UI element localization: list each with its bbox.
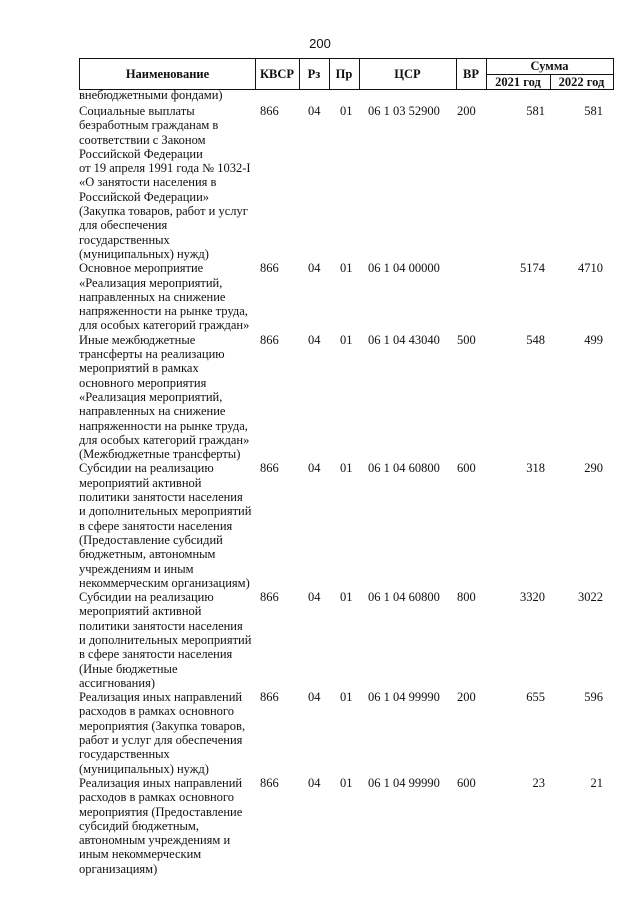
amount-2021-cell: 655 [526,690,545,705]
pr-cell: 01 [340,261,353,276]
table-row [79,461,619,590]
header-kvsr: КВСР [255,59,300,89]
amount-2021-cell: 23 [532,775,545,790]
vr-cell: 200 [457,690,476,705]
name-cell: Основное мероприятие «Реализация мероприятий, направленных на снижение напряженности на рынке труда, для особых категорий граждан» [79,261,250,333]
header-pr: Пр [329,59,360,89]
header-name: Наименование [80,59,256,89]
pr-cell: 01 [340,461,353,476]
pr-cell: 01 [340,690,353,705]
amount-2022-cell: 3022 [578,590,603,605]
amount-2021-cell: 5174 [520,261,545,276]
kvsr-cell: 866 [260,690,279,705]
amount-2021-cell: 581 [526,104,545,118]
vr-cell: 500 [457,332,476,347]
name-cell: Иные межбюджетные трансферты на реализацию мероприятий в рамках основного мероприятия «Реализация мероприятий, направленных на снижение напряженности на рынке труда, для особых категорий граждан» (Межбюджетные трансферты) [79,332,250,462]
table-row [79,690,619,776]
amount-2022-cell: 499 [584,332,603,347]
csr-cell: 06 1 04 99990 [368,690,440,705]
kvsr-cell: 866 [260,261,279,276]
rz-cell: 04 [308,461,321,476]
kvsr-cell: 866 [260,590,279,605]
pr-cell: 01 [340,590,353,605]
pr-cell: 01 [340,332,353,347]
amount-2022-cell: 21 [590,775,603,790]
rz-cell: 04 [308,590,321,605]
name-cell: Социальные выплаты безработным гражданам в соответствии с Законом Российской Федерации от 19 апреля 1991 года № 1032-I «О занятости населения в Российской Федерации» (Закупка товаров, работ и услуг для обеспечения государственных (муниципальных) нужд) [79,104,251,261]
continued-text: внебюджетными фондами) [79,88,223,102]
csr-cell: 06 1 04 43040 [368,332,440,347]
rz-cell: 04 [308,332,321,347]
amount-2021-cell: 548 [526,332,545,347]
name-cell: Субсидии на реализацию мероприятий активной политики занятости населения и дополнительных мероприятий в сфере занятости населения (Иные бюджетные ассигнования) [79,590,252,690]
csr-cell: 06 1 03 52900 [368,104,440,118]
amount-2021-cell: 3320 [520,590,545,605]
table-header [79,58,614,90]
header-year-2021: 2021 год [486,75,551,89]
rz-cell: 04 [308,690,321,705]
csr-cell: 06 1 04 00000 [368,261,440,276]
vr-cell: 600 [457,775,476,790]
csr-cell: 06 1 04 60800 [368,461,440,476]
name-cell: Реализация иных направлений расходов в рамках основного мероприятия (Закупка товаров, работ и услуг для обеспечения государственных (муниципальных) нужд) [79,690,246,776]
header-vr: ВР [456,59,487,89]
table-row [79,776,619,876]
amount-2022-cell: 4710 [578,261,603,276]
header-sum: Сумма [486,59,613,75]
table-row [79,590,619,690]
kvsr-cell: 866 [260,104,279,118]
kvsr-cell: 866 [260,775,279,790]
csr-cell: 06 1 04 99990 [368,775,440,790]
table-row [79,333,619,462]
name-cell: Субсидии на реализацию мероприятий активной политики занятости населения и дополнительных мероприятий в сфере занятости населения (Предоставление субсидий бюджетным, автономным учреждениям и иным некоммерческим организациям) [79,461,252,590]
table-row [79,104,619,261]
kvsr-cell: 866 [260,332,279,347]
pr-cell: 01 [340,104,353,118]
vr-cell: 800 [457,590,476,605]
page-number: 200 [309,36,331,51]
rz-cell: 04 [308,775,321,790]
csr-cell: 06 1 04 60800 [368,590,440,605]
amount-2022-cell: 596 [584,690,603,705]
rz-cell: 04 [308,261,321,276]
header-rz: Рз [299,59,330,89]
header-csr: ЦСР [359,59,457,89]
rz-cell: 04 [308,104,321,118]
amount-2021-cell: 318 [526,461,545,476]
header-year-2022: 2022 год [558,75,605,89]
vr-cell: 600 [457,461,476,476]
name-cell: Реализация иных направлений расходов в рамках основного мероприятия (Предоставление субсидий бюджетным, автономным учреждениям и иным некоммерческим организациям) [79,775,243,876]
table-row [79,261,619,332]
amount-2022-cell: 581 [584,104,603,118]
amount-2022-cell: 290 [584,461,603,476]
vr-cell: 200 [457,104,476,118]
table-body [79,104,619,876]
pr-cell: 01 [340,775,353,790]
kvsr-cell: 866 [260,461,279,476]
